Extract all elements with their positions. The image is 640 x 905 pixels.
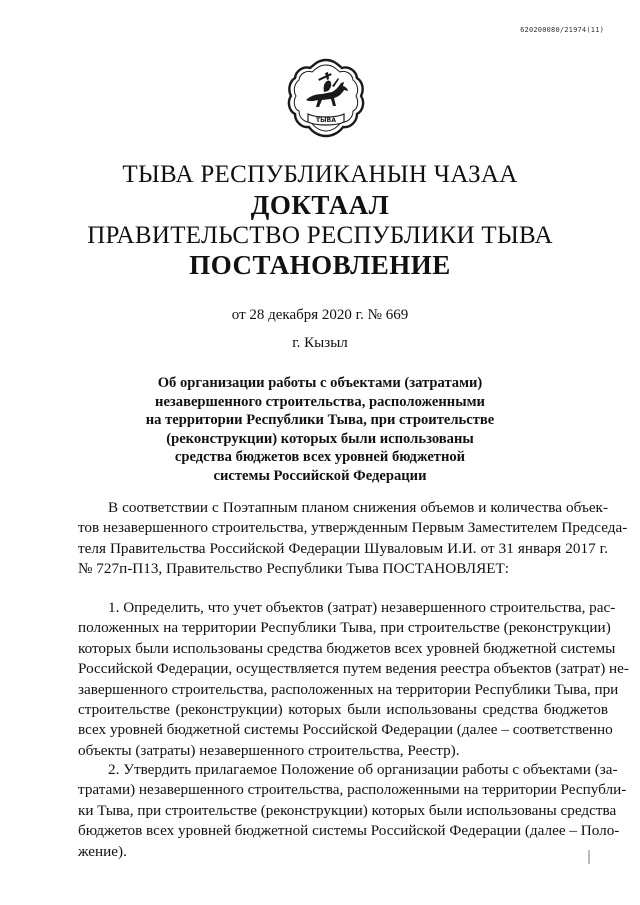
title-line: (реконструкции) которых были использованы: [166, 430, 474, 447]
paragraph-line: бюджетов всех уровней бюджетной системы Российской Федерации (далее – Поло-: [78, 822, 620, 840]
paragraph-line: 1. Определить, что учет объектов (затрат) незавершенного строительства, рас-: [108, 599, 616, 616]
paragraph-line: объекты (затраты) незавершенного строительства, Реестр).: [78, 741, 460, 759]
clause-1-paragraph: [78, 598, 629, 761]
doc-type-tuvan: ДОКТААЛ: [250, 190, 390, 220]
title-line: системы Российской Федерации: [213, 467, 427, 484]
paragraph-line: которых были использованы средства бюджетов всех уровней бюджетной системы: [78, 639, 616, 657]
paragraph-line: тов незавершенного строительства, утвержденным Первым Заместителем Председа-: [78, 519, 628, 537]
paragraph-line: ки Тыва, при строительстве (реконструкции) которых были использованы средства: [78, 801, 617, 819]
title-line: средства бюджетов всех уровней бюджетной: [174, 449, 466, 466]
title-line: Об организации работы с объектами (затратами): [157, 375, 483, 391]
paragraph-line: В соответствии с Поэтапным планом снижения объемов и количества объек-: [108, 499, 608, 516]
title-line: незавершенного строительства, расположенными: [155, 393, 485, 410]
date-number: от 28 декабря 2020 г. № 669: [231, 307, 409, 323]
paragraph-line: завершенного строительства, расположенных на территории Республики Тыва, при: [78, 680, 619, 698]
resolution-title: [0, 374, 640, 486]
paragraph-line: № 727п-П13, Правительство Республики Тыва ПОСТАНОВЛЯЕТ:: [78, 560, 509, 578]
paragraph-line: строительстве (реконструкции) которых были использованы средства бюджетов: [78, 701, 608, 719]
preamble-paragraph: [78, 498, 628, 580]
scan-mark: [588, 850, 590, 864]
clause-2-paragraph: [78, 760, 627, 862]
paragraph-line: теля Правительства Российской Федерации Шуваловым И.И. от 31 января 2017 г.: [78, 539, 608, 557]
paragraph-line: тратами) незавершенного строительства, расположенными на территории Республи-: [78, 781, 627, 799]
doc-type-russian: ПОСТАНОВЛЕНИЕ: [189, 250, 451, 280]
org-name-tuvan: ТЫВА РЕСПУБЛИКАНЫН ЧАЗАА: [122, 161, 518, 188]
city: г. Кызыл: [292, 335, 348, 351]
emblem-text: ТЫВА: [315, 117, 337, 124]
title-line: на территории Республики Тыва, при строительстве: [145, 412, 495, 429]
paragraph-line: Российской Федерации, осуществляется путем ведения реестра объектов (затрат) не-: [78, 660, 629, 678]
paragraph-line: жение).: [78, 842, 127, 860]
document-id: 620200080/21974(11): [520, 26, 604, 34]
paragraph-line: положенных на территории Республики Тыва, при строительстве (реконструкции): [78, 619, 611, 637]
paragraph-line: 2. Утвердить прилагаемое Положение об организации работы с объектами (за-: [108, 761, 618, 778]
tuva-coat-of-arms-icon: [286, 56, 366, 144]
paragraph-line: всех уровней бюджетной системы Российской Федерации (далее – соответственно: [78, 721, 613, 739]
org-name-russian: ПРАВИТЕЛЬСТВО РЕСПУБЛИКИ ТЫВА: [87, 222, 553, 249]
